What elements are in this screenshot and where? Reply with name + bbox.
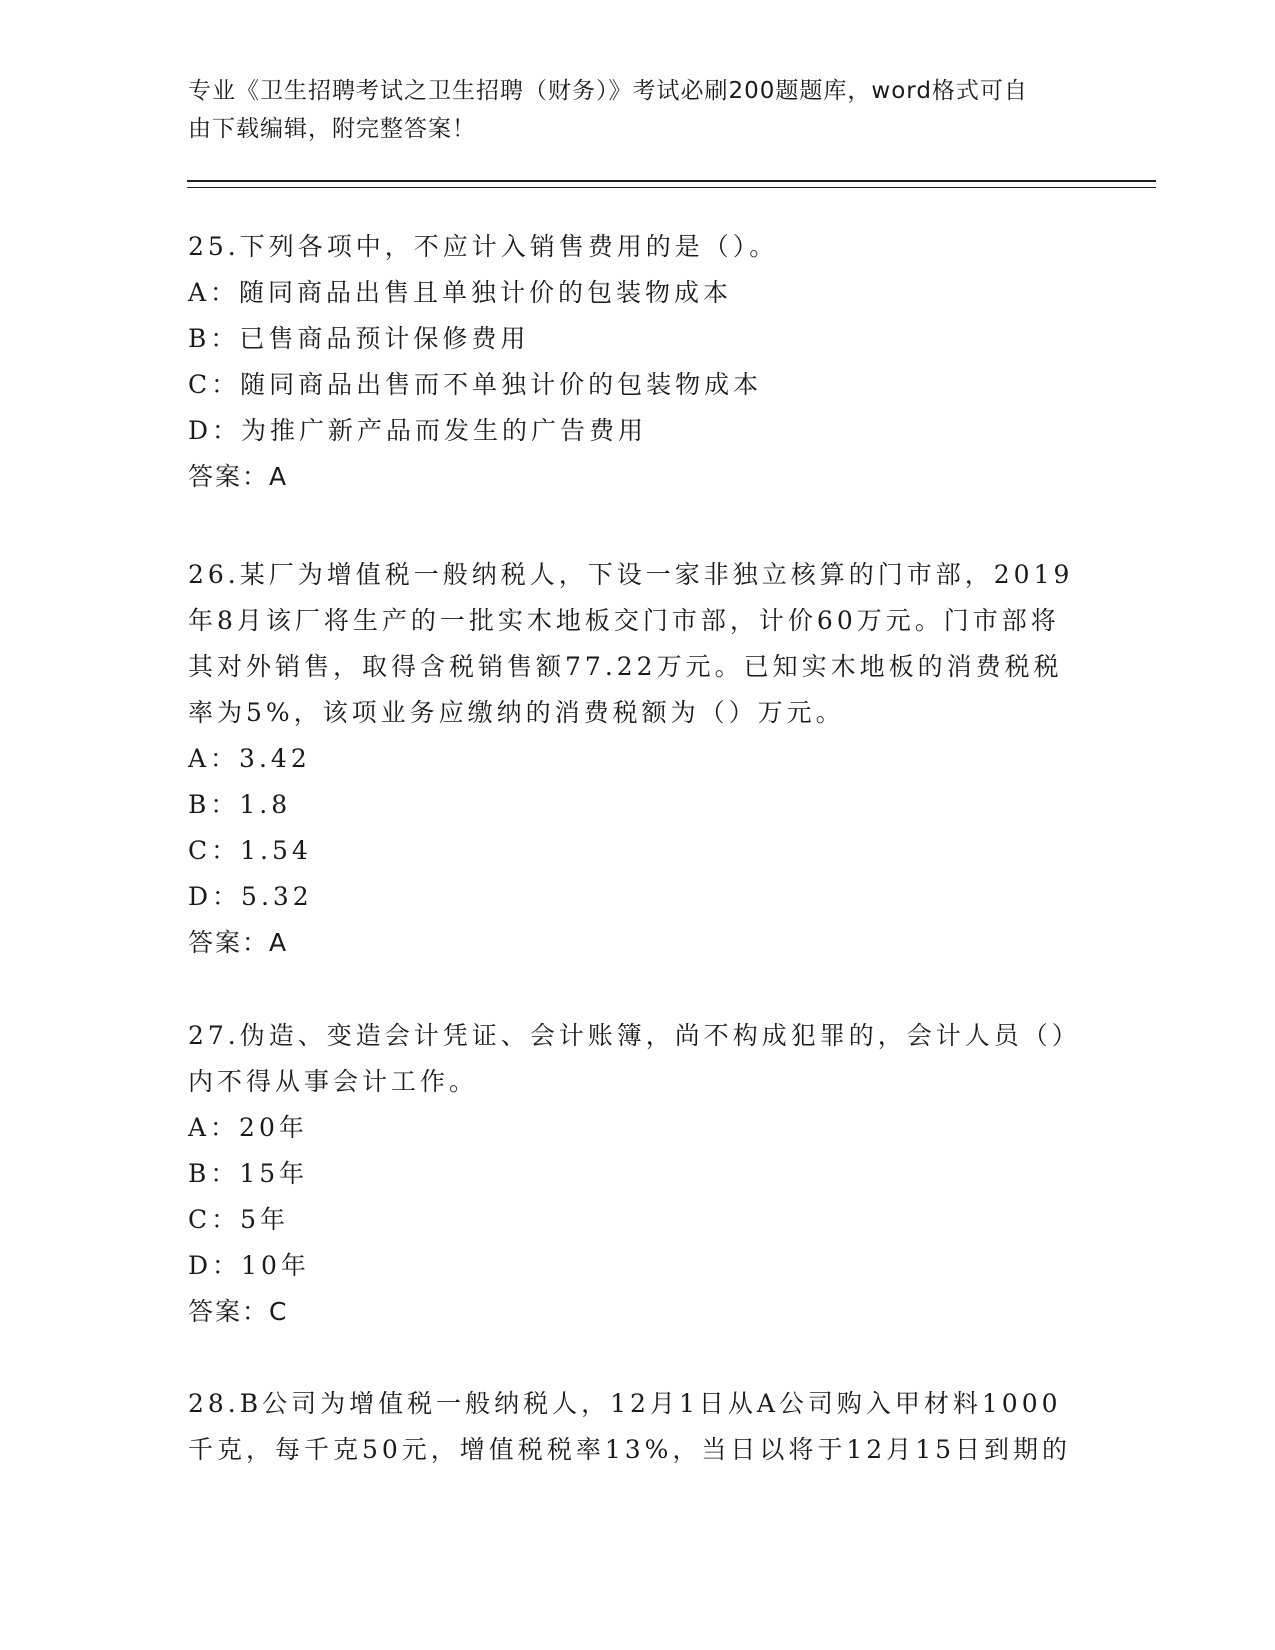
question-stem-line-1: 28.B公司为增值税一般纳税人，12月1日从A公司购入甲材料1000 (188, 1389, 1062, 1418)
answer-label: 答案：A (188, 462, 289, 491)
header-line-1: 专业《卫生招聘考试之卫生招聘（财务）》考试必刷200题题库，word格式可自 (188, 78, 1028, 104)
answer-label: 答案：A (188, 928, 289, 957)
option-a: A：20年 (188, 1113, 308, 1142)
question-stem-line-4: 率为5%，该项业务应缴纳的消费税额为（）万元。 (188, 698, 845, 727)
question-stem-line-2: 内不得从事会计工作。 (188, 1067, 479, 1096)
question-stem-line-2: 年8月该厂将生产的一批实木地板交门市部，计价60万元。门市部将 (188, 606, 1060, 635)
question-stem-line-2: 千克，每千克50元，增值税税率13%，当日以将于12月15日到期的 (188, 1435, 1072, 1464)
option-a: A：3.42 (188, 744, 311, 773)
question-stem-line-1: 27.伪造、变造会计凭证、会计账簿，尚不构成犯罪的，会计人员（） (188, 1021, 1081, 1050)
answer-label: 答案：C (188, 1297, 289, 1326)
question-27 (188, 1013, 1088, 1335)
option-d: D：10年 (188, 1251, 310, 1280)
option-b: B：1.8 (188, 790, 292, 819)
option-d: D：5.32 (188, 882, 313, 911)
question-25 (188, 224, 1088, 500)
option-a: A：随同商品出售且单独计价的包装物成本 (188, 278, 733, 307)
option-c: C：随同商品出售而不单独计价的包装物成本 (188, 370, 763, 399)
option-d: D：为推广新产品而发生的广告费用 (188, 416, 648, 445)
header-line-2: 由下载编辑，附完整答案！ (188, 116, 476, 142)
question-28 (188, 1381, 1088, 1473)
question-stem-line-1: 26.某厂为增值税一般纳税人，下设一家非独立核算的门市部，2019 (188, 560, 1074, 589)
document-header (188, 72, 1068, 148)
option-b: B：已售商品预计保修费用 (188, 324, 530, 353)
question-stem-line-3: 其对外销售，取得含税销售额77.22万元。已知实木地板的消费税税 (188, 652, 1063, 681)
question-stem: 25.下列各项中，不应计入销售费用的是（）。 (188, 232, 779, 261)
question-26 (188, 552, 1088, 966)
option-c: C：1.54 (188, 836, 312, 865)
option-b: B：15年 (188, 1159, 309, 1188)
header-divider (187, 180, 1156, 188)
option-c: C：5年 (188, 1205, 290, 1234)
